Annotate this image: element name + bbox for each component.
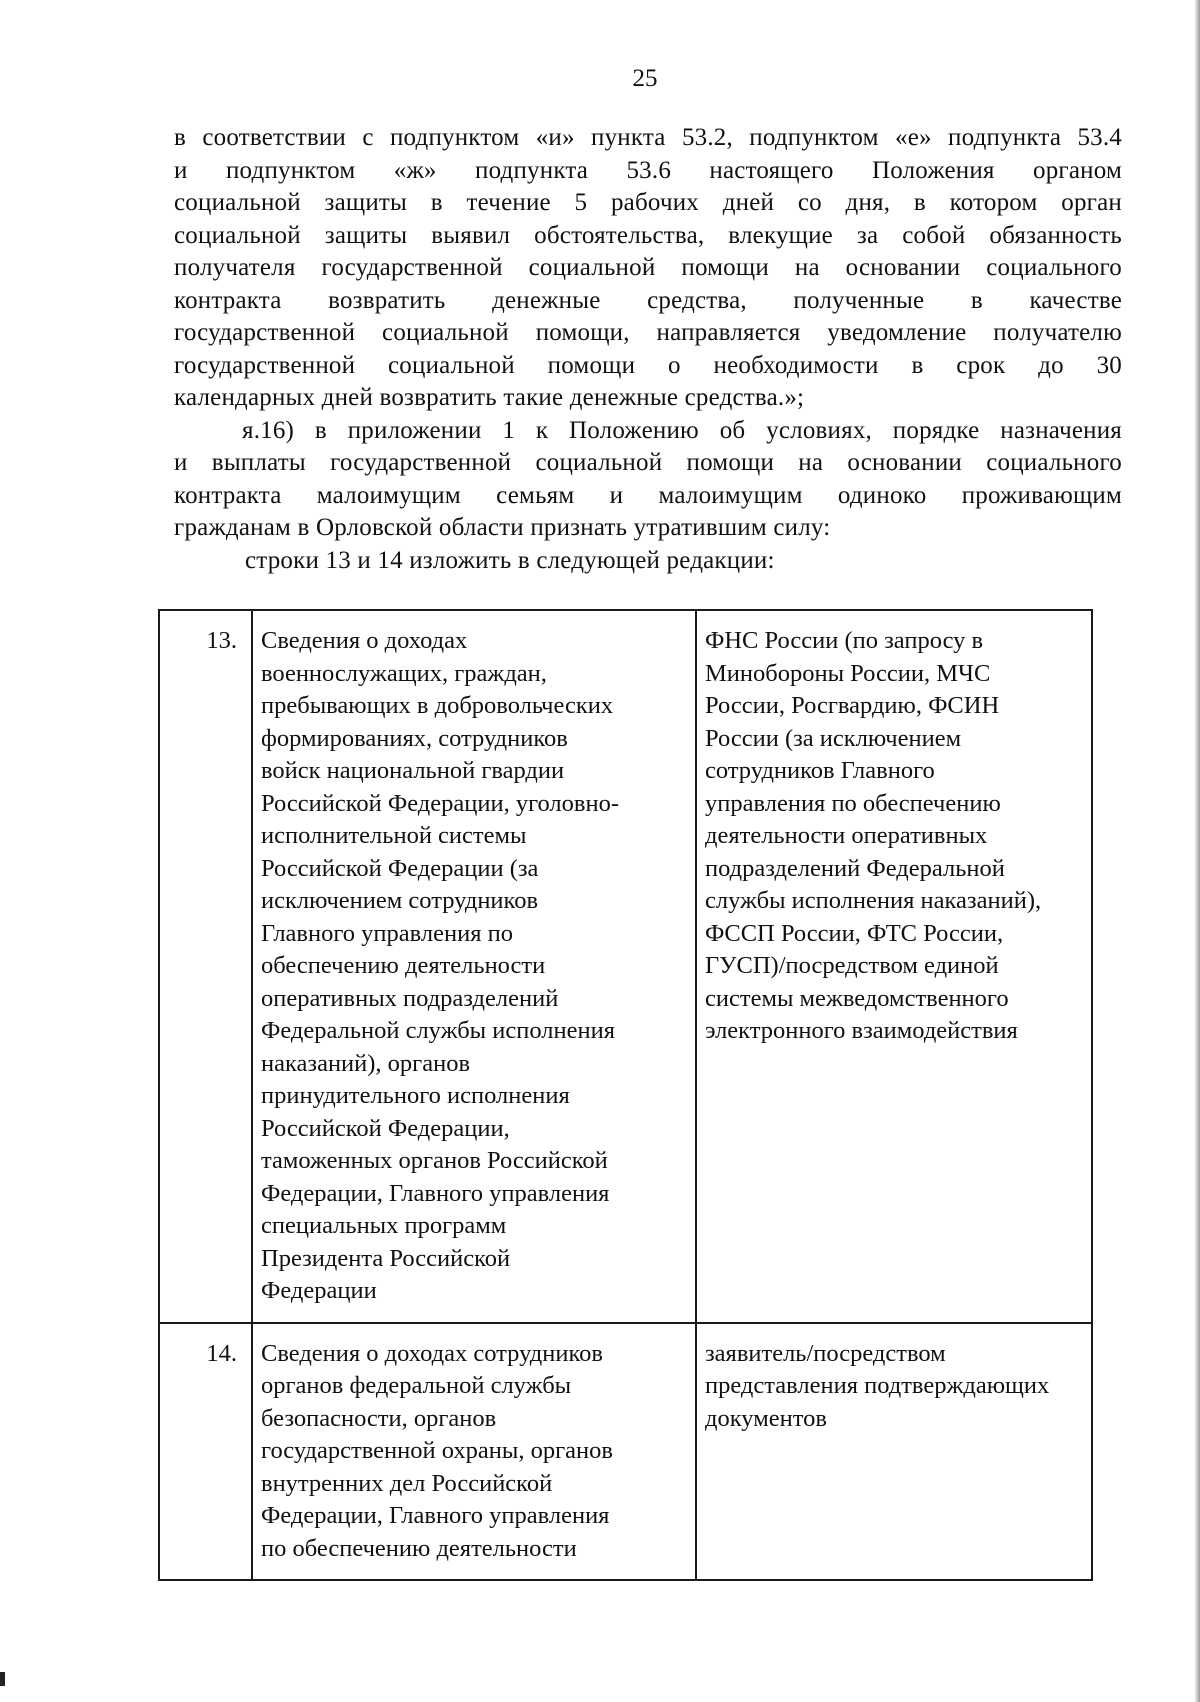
text-line: и выплаты государственной социальной помощи на основании социального bbox=[174, 449, 1122, 476]
cell-text-line: системы межведомственного bbox=[705, 984, 1009, 1012]
cell-text-line: наказаний), органов bbox=[261, 1049, 471, 1077]
cell-text-line: военнослужащих, граждан, bbox=[261, 659, 547, 687]
page-number: 25 bbox=[632, 65, 658, 92]
cell-text-line: Российской Федерации, bbox=[261, 1114, 510, 1142]
cell-text-line: войск национальной гвардии bbox=[261, 757, 565, 784]
text-line: контракта возвратить денежные средства, полученные в качестве bbox=[174, 286, 1122, 314]
cell-text-line: ФССП России, ФТС России, bbox=[705, 919, 1004, 947]
cell-text-line: управления по обеспечению bbox=[705, 789, 1001, 817]
cell-text-line: деятельности оперативных bbox=[705, 822, 988, 849]
cell-text-line: подразделений Федеральной bbox=[705, 854, 1005, 882]
cell-text-line: принудительного исполнения bbox=[261, 1082, 570, 1109]
text-line: гражданам в Орловской области признать утратившим силу: bbox=[174, 514, 831, 541]
cell-text-line: ГУСП)/посредством единой bbox=[705, 952, 999, 979]
cell-text-line: Федерации, Главного управления bbox=[261, 1179, 610, 1207]
cell-text-line: Президента Российской bbox=[261, 1244, 511, 1272]
cell-text-line: Федеральной службы исполнения bbox=[261, 1017, 615, 1044]
cell-text-line: Федерации, Главного управления bbox=[261, 1502, 610, 1529]
cell-text-line: заявитель/посредством bbox=[705, 1339, 946, 1367]
table-row bbox=[159, 610, 1092, 1323]
document-body bbox=[174, 122, 1122, 577]
text-line: строки 13 и 14 изложить в следующей редакции: bbox=[245, 546, 775, 574]
cell-text-line: электронного взаимодействия bbox=[705, 1017, 1018, 1044]
paragraph-3 bbox=[174, 545, 1122, 578]
row-number: 14. bbox=[159, 1323, 252, 1581]
table-row bbox=[159, 1323, 1092, 1581]
text-line: я.16) в приложении 1 к Положению об условиях, порядке назначения bbox=[242, 416, 1122, 444]
cell-text-line: государственной охраны, органов bbox=[261, 1437, 613, 1464]
cell-text-line: обеспечению деятельности bbox=[261, 952, 546, 979]
text-line: социальной защиты в течение 5 рабочих дней со дня, в котором орган bbox=[174, 189, 1122, 216]
cell-text-line: по обеспечению деятельности bbox=[261, 1534, 577, 1562]
cell-text-line: оперативных подразделений bbox=[261, 984, 559, 1012]
text-line: социальной защиты выявил обстоятельства, влекущие за собой обязанность bbox=[174, 221, 1122, 249]
cell-text-line: Сведения о доходах bbox=[261, 627, 468, 654]
cell-text-line: таможенных органов Российской bbox=[261, 1147, 608, 1174]
cell-text-line: исполнительной системы bbox=[261, 822, 527, 849]
row-number: 13. bbox=[159, 610, 252, 1323]
cell-text-line: органов федеральной службы bbox=[261, 1372, 572, 1399]
cell-text-line: документов bbox=[705, 1404, 827, 1432]
cell-text-line: службы исполнения наказаний), bbox=[705, 887, 1042, 914]
text-line: и подпунктом «ж» подпункта 53.6 настоящего Положения органом bbox=[174, 156, 1122, 184]
paragraph-1 bbox=[174, 122, 1122, 415]
info-cell bbox=[252, 610, 696, 1323]
text-line: государственной социальной помощи о необходимости в срок до 30 bbox=[174, 351, 1122, 379]
cell-text-line: ФНС России (по запросу в bbox=[705, 627, 984, 654]
cell-text-line: Минобороны России, МЧС bbox=[705, 659, 991, 687]
cell-text-line: безопасности, органов bbox=[261, 1404, 497, 1432]
text-line: получателя государственной социальной помощи на основании социального bbox=[174, 254, 1122, 281]
cell-text-line: Российской Федерации (за bbox=[261, 854, 539, 882]
cell-text-line: внутренних дел Российской bbox=[261, 1469, 553, 1497]
paragraph-2 bbox=[174, 415, 1122, 545]
text-line: контракта малоимущим семьям и малоимущим одиноко проживающим bbox=[174, 481, 1122, 509]
cell-text-line: Главного управления по bbox=[261, 919, 513, 947]
cell-text-line: России, Росгвардию, ФСИН bbox=[705, 692, 1000, 719]
cell-text-line: специальных программ bbox=[261, 1212, 507, 1239]
text-line: календарных дней возвратить такие денежные средства.»; bbox=[174, 384, 805, 411]
cell-text-line: сотрудников Главного bbox=[705, 757, 935, 784]
info-cell bbox=[252, 1323, 696, 1581]
cell-text-line: России (за исключением bbox=[705, 724, 962, 752]
scan-edge-shadow bbox=[1194, 0, 1200, 1702]
source-cell bbox=[696, 1323, 1092, 1581]
cell-text-line: исключением сотрудников bbox=[261, 887, 539, 914]
cell-text-line: пребывающих в добровольческих bbox=[261, 692, 614, 719]
cell-text-line: Сведения о доходах сотрудников bbox=[261, 1339, 603, 1367]
data-sources-table bbox=[158, 609, 1093, 1581]
cell-text-line: формированиях, сотрудников bbox=[261, 724, 568, 752]
cell-text-line: Федерации bbox=[261, 1277, 377, 1304]
cell-text-line: Российской Федерации, уголовно- bbox=[261, 789, 620, 817]
cell-text-line: представления подтверждающих bbox=[705, 1372, 1050, 1399]
text-line: государственной социальной помощи, направляется уведомление получателю bbox=[174, 319, 1122, 346]
scan-artifact bbox=[0, 1672, 5, 1686]
text-line: в соответствии с подпунктом «и» пункта 53.2, подпунктом «е» подпункта 53.4 bbox=[174, 124, 1122, 151]
source-cell bbox=[696, 610, 1092, 1323]
